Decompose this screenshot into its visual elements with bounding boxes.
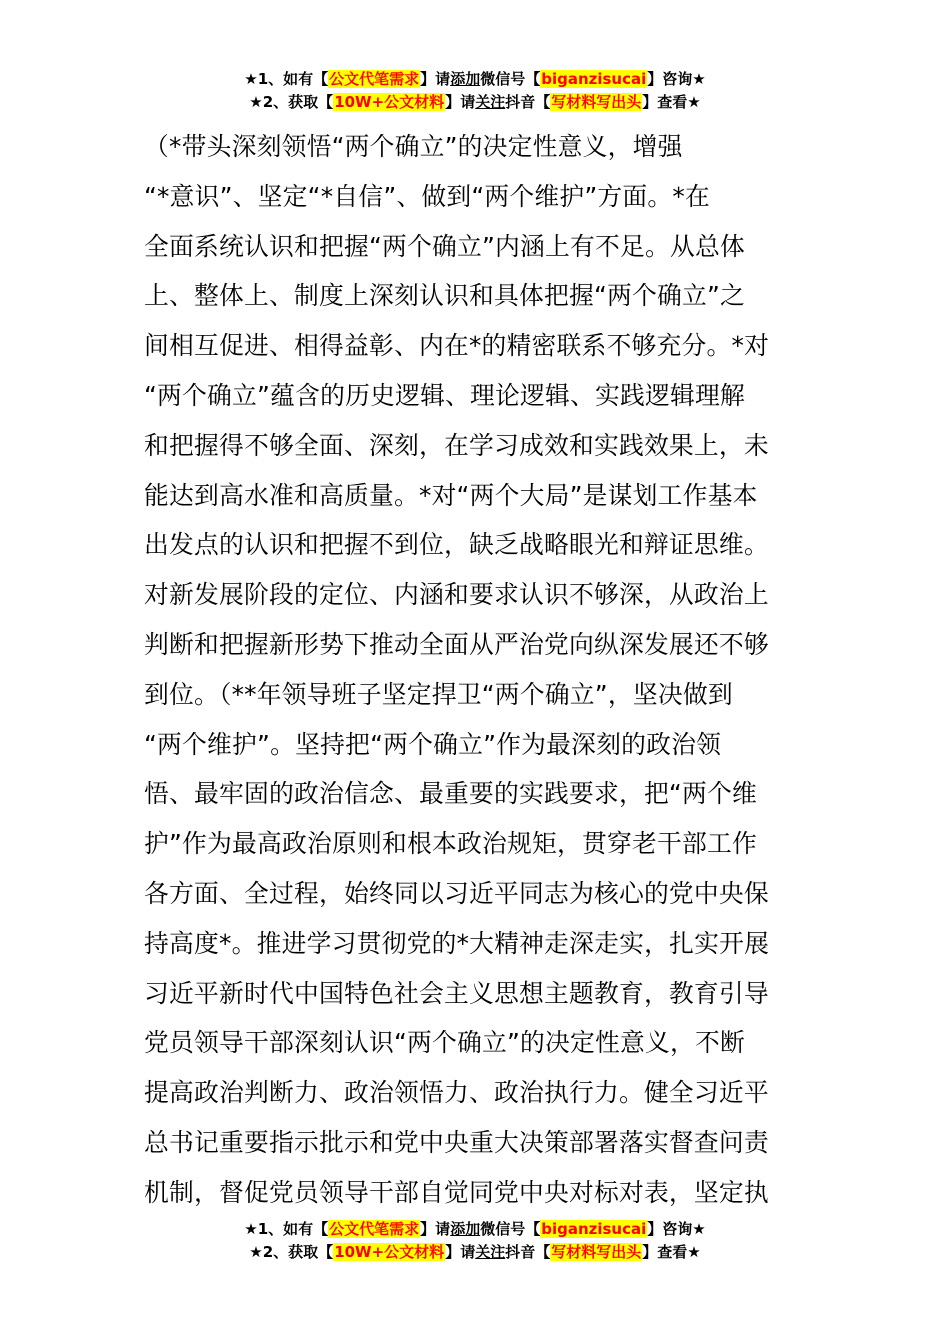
body-line: 持高度*。推进学习贯彻党的*大精神走深走实，扎实开展 (144, 928, 770, 958)
body-line: 到位。（**年领导班子坚定捍卫“两个确立”，坚决做到 (144, 679, 733, 709)
body-line: 提高政治判断力、政治领悟力、政治执行力。健全习近平 (144, 1078, 769, 1108)
body-line: 全面系统认识和把握“两个确立”内涵上有不足。从总体 (144, 231, 746, 261)
banner-line-1 (0, 68, 950, 91)
body-line: “*意识”、坚定“*自信”、做到“两个维护”方面。*在 (144, 181, 711, 211)
highlight-douyin-account: 写材料写出头 (551, 93, 642, 111)
banner-text: 】请 (420, 70, 451, 88)
body-line: “两个确立”蕴含的历史逻辑、理论逻辑、实践逻辑理解 (144, 380, 746, 410)
banner-underlined-text: 关注 (475, 93, 506, 111)
banner-line-2 (0, 91, 950, 114)
body-line: 能达到高水准和高质量。*对“两个大局”是谋划工作基本 (144, 480, 758, 510)
document-body (144, 122, 814, 1218)
body-line: 上、整体上、制度上深刻认识和具体把握“两个确立”之 (144, 281, 746, 311)
banner-text: ★2、获取【 (249, 93, 334, 111)
highlight-service: 公文代笔需求 (329, 1220, 420, 1238)
banner-underlined-text: 关注 (475, 1243, 506, 1261)
body-line: 间相互促进、相得益彰、内在*的精密联系不够充分。*对 (144, 331, 770, 361)
banner-text: 】查看★ (642, 93, 701, 111)
body-line: 对新发展阶段的定位、内涵和要求认识不够深，从政治上 (144, 580, 769, 610)
body-line: 悟、最牢固的政治信念、最重要的实践要求，把“两个维 (144, 779, 757, 809)
highlight-douyin-account: 写材料写出头 (551, 1243, 642, 1261)
banner-underlined-text: 添加 (450, 1220, 481, 1238)
body-line: “两个维护”。坚持把“两个确立”作为最深刻的政治领 (144, 729, 722, 759)
body-line: （*带头深刻领悟“两个确立”的决定性意义，增强 (144, 132, 683, 161)
body-line: 党员领导干部深刻认识“两个确立”的决定性意义，不断 (144, 1028, 746, 1058)
banner-underlined-text: 添加 (450, 70, 481, 88)
banner-text: 】请 (445, 1243, 476, 1261)
banner-text: ★1、如有【 (244, 1220, 329, 1238)
header-banner (0, 68, 950, 114)
body-line: 护”作为最高政治原则和根本政治规矩，贯穿老干部工作 (144, 829, 757, 859)
footer-banner (0, 1218, 950, 1264)
body-line: 出发点的认识和把握不到位，缺乏战略眼光和辩证思维。 (144, 530, 769, 560)
banner-line-2 (0, 1241, 950, 1264)
highlight-service: 公文代笔需求 (329, 70, 420, 88)
banner-text: 微信号【 (480, 70, 541, 88)
body-line: 总书记重要指示批示和党中央重大决策部署落实督查问责 (144, 1127, 769, 1157)
body-line: 各方面、全过程，始终同以习近平同志为核心的党中央保 (144, 878, 769, 908)
banner-text: ★1、如有【 (244, 70, 329, 88)
banner-text: 抖音【 (505, 93, 551, 111)
highlight-wechat-id: biganzisucai (541, 70, 647, 88)
banner-text: 抖音【 (505, 1243, 551, 1261)
body-line: 和把握得不够全面、深刻，在学习成效和实践效果上，未 (144, 430, 769, 460)
banner-text: 】查看★ (642, 1243, 701, 1261)
body-line: 机制，督促党员领导干部自觉同党中央对标对表，坚定执 (144, 1177, 769, 1207)
banner-text: ★2、获取【 (249, 1243, 334, 1261)
body-line: 判断和把握新形势下推动全面从严治党向纵深发展还不够 (144, 629, 769, 659)
highlight-wechat-id: biganzisucai (541, 1220, 647, 1238)
banner-text: 】请 (445, 93, 476, 111)
banner-text: 】咨询★ (647, 1220, 706, 1238)
highlight-materials: 10W+公文材料 (334, 1243, 445, 1261)
banner-text: 】咨询★ (647, 70, 706, 88)
banner-text: 】请 (420, 1220, 451, 1238)
banner-text: 微信号【 (480, 1220, 541, 1238)
banner-line-1 (0, 1218, 950, 1241)
highlight-materials: 10W+公文材料 (334, 93, 445, 111)
body-line: 习近平新时代中国特色社会主义思想主题教育，教育引导 (144, 978, 769, 1008)
